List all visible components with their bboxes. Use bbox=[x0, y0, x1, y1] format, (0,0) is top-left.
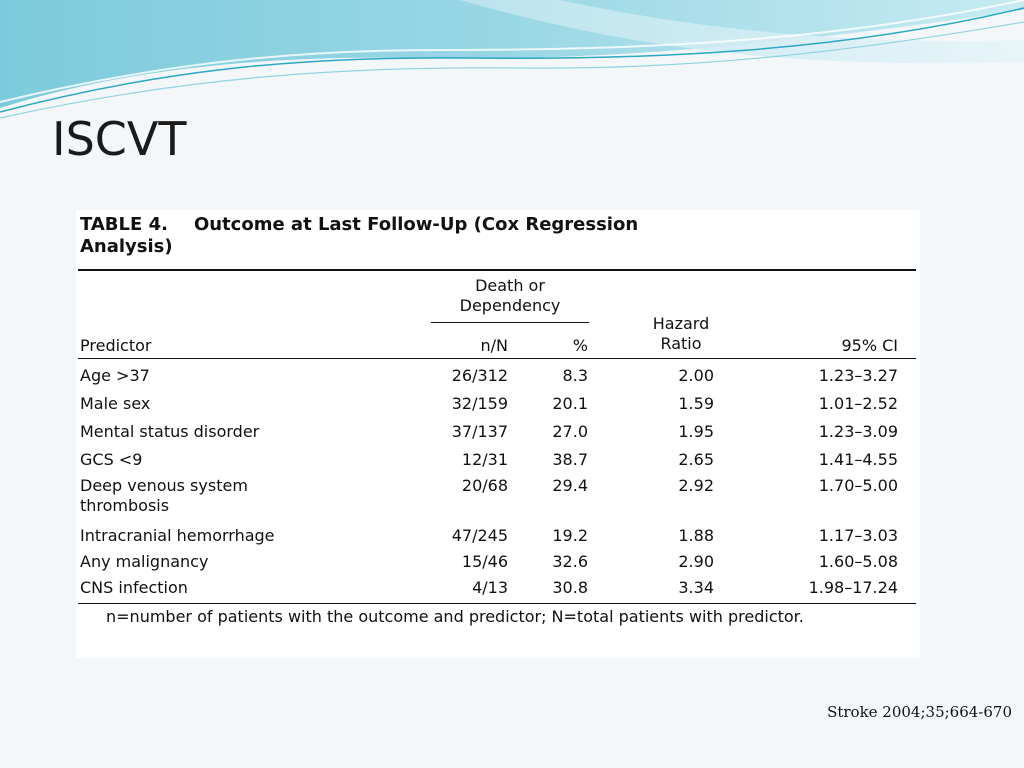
cell-pct: 38.7 bbox=[552, 450, 588, 469]
citation: Stroke 2004;35;664-670 bbox=[827, 703, 1012, 721]
cell-hazard-ratio: 1.88 bbox=[678, 526, 714, 545]
cell-predictor: Mental status disorder bbox=[80, 422, 260, 441]
cell-nn: 26/312 bbox=[451, 366, 508, 385]
table-footnote bbox=[80, 607, 916, 627]
cell-predictor: GCS <9 bbox=[80, 450, 143, 469]
cell-hazard-ratio: 1.95 bbox=[678, 422, 714, 441]
header-nn: n/N bbox=[480, 336, 508, 355]
cell-nn: 15/46 bbox=[461, 552, 508, 571]
cell-predictor: CNS infection bbox=[80, 578, 188, 597]
cell-ci: 1.60–5.08 bbox=[818, 552, 898, 571]
cell-hazard-ratio: 2.92 bbox=[678, 476, 714, 495]
cell-ci: 1.23–3.27 bbox=[818, 366, 898, 385]
cell-nn: 37/137 bbox=[451, 422, 508, 441]
cell-hazard-ratio: 3.34 bbox=[678, 578, 714, 597]
header-death-dependency: Death or Dependency bbox=[459, 276, 561, 315]
cell-pct: 8.3 bbox=[562, 366, 588, 385]
cell-ci: 1.70–5.00 bbox=[818, 476, 898, 495]
cell-ci: 1.23–3.09 bbox=[818, 422, 898, 441]
cell-nn: 32/159 bbox=[451, 394, 508, 413]
table-number: TABLE 4. bbox=[80, 214, 168, 235]
cell-pct: 32.6 bbox=[552, 552, 588, 571]
cell-predictor: Intracranial hemorrhage bbox=[80, 526, 275, 545]
cell-hazard-ratio: 2.90 bbox=[678, 552, 714, 571]
cell-predictor: Male sex bbox=[80, 394, 151, 413]
table-title: Outcome at Last Follow-Up (Cox Regression Analysis) bbox=[80, 214, 639, 257]
cell-pct: 19.2 bbox=[552, 526, 588, 545]
bottom-rule bbox=[78, 603, 916, 604]
group-underline bbox=[431, 322, 589, 323]
cell-ci: 1.17–3.03 bbox=[818, 526, 898, 545]
outcome-table bbox=[76, 210, 920, 658]
header-rule bbox=[78, 358, 916, 359]
footnote-text: n=number of patients with the outcome and predictor; N=total patients with predictor. bbox=[106, 607, 804, 626]
table-caption bbox=[80, 214, 680, 258]
decorative-wave-banner bbox=[0, 0, 1024, 130]
cell-hazard-ratio: 2.00 bbox=[678, 366, 714, 385]
header-ci: 95% CI bbox=[841, 336, 898, 355]
cell-ci: 1.98–17.24 bbox=[808, 578, 898, 597]
cell-pct: 29.4 bbox=[552, 476, 588, 495]
cell-ci: 1.41–4.55 bbox=[818, 450, 898, 469]
cell-nn: 20/68 bbox=[461, 476, 508, 495]
header-predictor: Predictor bbox=[80, 336, 152, 355]
cell-pct: 27.0 bbox=[552, 422, 588, 441]
header-pct: % bbox=[572, 336, 588, 355]
slide-title: ISCVT bbox=[52, 112, 187, 166]
cell-ci: 1.01–2.52 bbox=[818, 394, 898, 413]
cell-predictor: Deep venous system thrombosis bbox=[80, 476, 248, 515]
top-rule bbox=[78, 269, 916, 271]
cell-predictor: Age >37 bbox=[80, 366, 150, 385]
cell-predictor: Any malignancy bbox=[80, 552, 209, 571]
header-hazard-ratio: Hazard Ratio bbox=[652, 314, 710, 353]
cell-hazard-ratio: 2.65 bbox=[678, 450, 714, 469]
cell-nn: 47/245 bbox=[451, 526, 508, 545]
cell-hazard-ratio: 1.59 bbox=[678, 394, 714, 413]
cell-nn: 4/13 bbox=[472, 578, 508, 597]
cell-pct: 20.1 bbox=[552, 394, 588, 413]
cell-nn: 12/31 bbox=[461, 450, 508, 469]
cell-pct: 30.8 bbox=[552, 578, 588, 597]
